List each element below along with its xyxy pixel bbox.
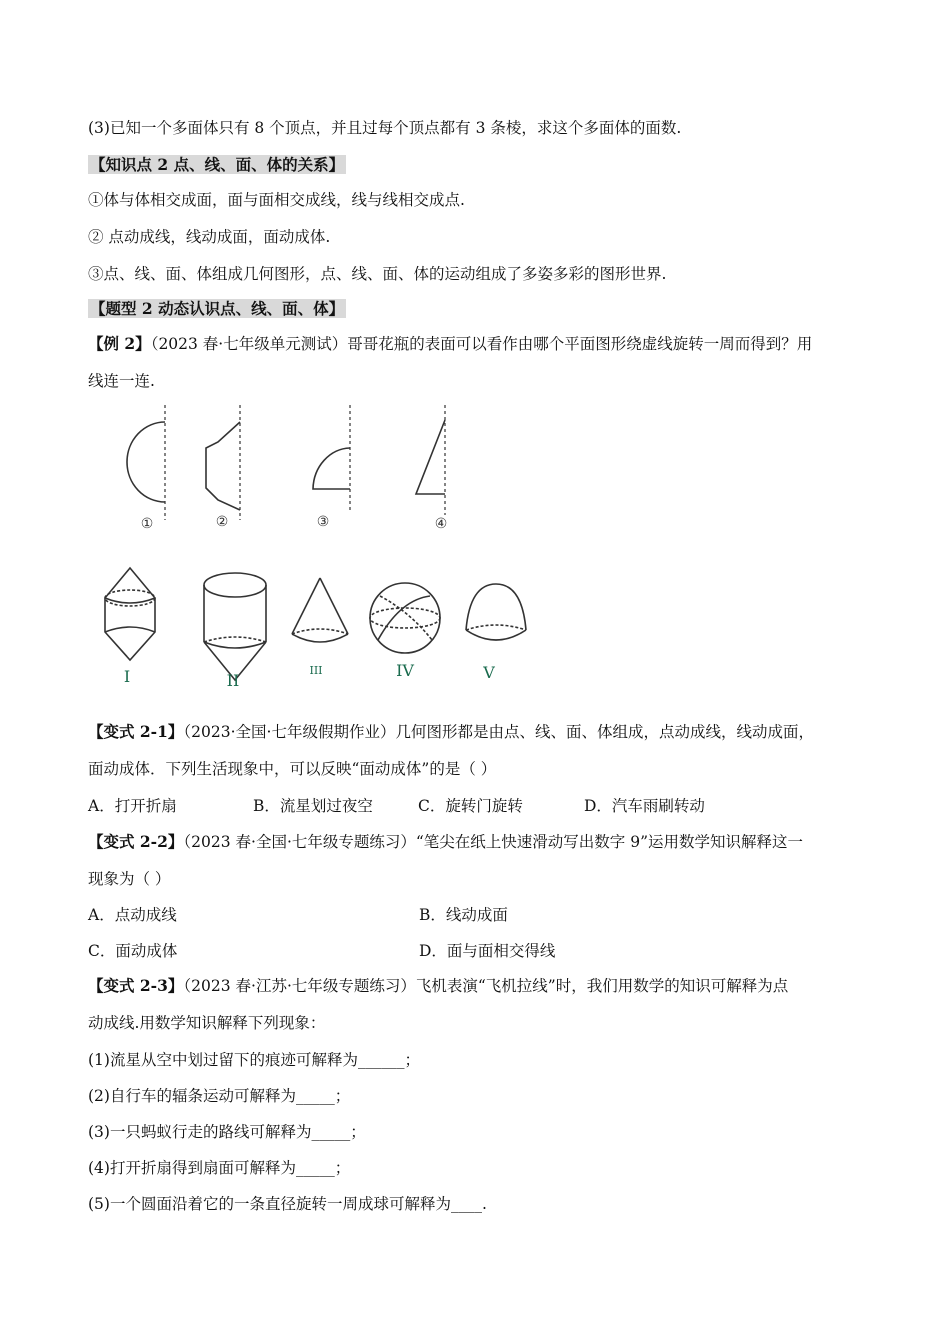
v22-option-c: C．面动成体 bbox=[88, 942, 178, 960]
variant-2-1-text-1: （2023·全国·七年级假期作业）几何图形都是由点、线、面、体组成，点动成线，线动成面， bbox=[183, 723, 814, 741]
v22-option-d: D．面与面相交得线 bbox=[419, 942, 556, 960]
v21-option-c: C．旋转门旋转 bbox=[418, 797, 523, 815]
flat-label-4: ④ bbox=[434, 516, 448, 532]
kp2-item-3: ③点、线、面、体组成几何图形，点、线、面、体的运动组成了多姿多彩的图形世界. bbox=[88, 265, 667, 283]
v21-option-a: A．打开折扇 bbox=[88, 797, 177, 815]
tx2-label: 【题型 2 动态认识点、线、面、体】 bbox=[90, 299, 345, 318]
example-2-figures bbox=[0, 395, 950, 695]
example-2-tag: 【例 2】 bbox=[88, 334, 151, 353]
sub-question-4: (4)打开折扇得到扇面可解释为_____； bbox=[88, 1159, 351, 1177]
variant-2-3-text-1: （2023 春·江苏·七年级专题练习）飞机表演“飞机拉线”时，我们用数学的知识可解释为点 bbox=[183, 977, 789, 995]
question-3: (3)已知一个多面体只有 8 个顶点，并且过每个顶点都有 3 条棱，求这个多面体的面数. bbox=[88, 119, 682, 137]
solid-label-2: II bbox=[226, 671, 240, 690]
v21-option-d: D．汽车雨刷转动 bbox=[584, 797, 705, 815]
sub-question-5: (5)一个圆面沿着它的一条直径旋转一周成球可解释为____. bbox=[88, 1195, 487, 1213]
kp2-label: 【知识点 2 点、线、面、体的关系】 bbox=[90, 155, 345, 174]
variant-2-2-line-1 bbox=[88, 832, 803, 852]
sub-question-2: (2)自行车的辐条运动可解释为_____； bbox=[88, 1087, 351, 1105]
v21-option-b: B．流星划过夜空 bbox=[253, 797, 373, 815]
solid-label-5: V bbox=[483, 663, 495, 682]
solid-figure-1 bbox=[105, 568, 155, 660]
kp2-item-2: ② 点动成线，线动成面，面动成体. bbox=[88, 228, 331, 246]
question-type-2-heading bbox=[88, 299, 346, 319]
knowledge-point-2-heading bbox=[88, 155, 346, 175]
flat-figure-4 bbox=[416, 405, 445, 515]
variant-2-3-tag: 【变式 2-3】 bbox=[88, 976, 184, 995]
solid-label-3: III bbox=[309, 664, 323, 677]
variant-2-2-text-1: （2023 春·全国·七年级专题练习）“笔尖在纸上快速滑动写出数字 9”运用数学知识解释这一 bbox=[183, 833, 804, 851]
example-2-text-1: （2023 春·七年级单元测试）哥哥花瓶的表面可以看作由哪个平面图形绕虚线旋转一周而得到？用 bbox=[150, 335, 813, 353]
example-2-line-1 bbox=[88, 334, 812, 354]
flat-label-1: ① bbox=[140, 516, 154, 532]
sub-question-3: (3)一只蚂蚁行走的路线可解释为_____； bbox=[88, 1123, 366, 1141]
solid-label-4: IV bbox=[396, 661, 414, 680]
flat-label-2: ② bbox=[215, 514, 229, 530]
variant-2-3-line-1 bbox=[88, 976, 788, 996]
variant-2-1-line-1 bbox=[88, 722, 814, 742]
example-2-line-2: 线连一连. bbox=[88, 372, 155, 390]
v22-option-b: B．线动成面 bbox=[419, 906, 508, 924]
variant-2-1-tag: 【变式 2-1】 bbox=[88, 722, 184, 741]
flat-figure-3 bbox=[313, 405, 350, 510]
variant-2-2-tag: 【变式 2-2】 bbox=[88, 832, 184, 851]
solid-figure-5 bbox=[466, 584, 526, 640]
sub-question-1: (1)流星从空中划过留下的痕迹可解释为______； bbox=[88, 1051, 420, 1069]
flat-figure-1 bbox=[127, 405, 165, 520]
kp2-item-1: ①体与体相交成面，面与面相交成线，线与线相交成点. bbox=[88, 191, 465, 209]
variant-2-2-line-2: 现象为（ ） bbox=[88, 870, 171, 888]
solid-label-1: I bbox=[123, 667, 131, 686]
solid-figure-4 bbox=[370, 583, 440, 653]
solid-figure-3 bbox=[292, 578, 348, 642]
flat-label-3: ③ bbox=[316, 514, 330, 530]
solid-figure-2 bbox=[204, 573, 266, 680]
flat-figure-2 bbox=[206, 405, 240, 520]
variant-2-3-line-2: 动成线.用数学知识解释下列现象： bbox=[88, 1014, 326, 1032]
v22-option-a: A．点动成线 bbox=[88, 906, 177, 924]
variant-2-1-line-2: 面动成体．下列生活现象中，可以反映“面动成体”的是（ ） bbox=[88, 760, 497, 778]
